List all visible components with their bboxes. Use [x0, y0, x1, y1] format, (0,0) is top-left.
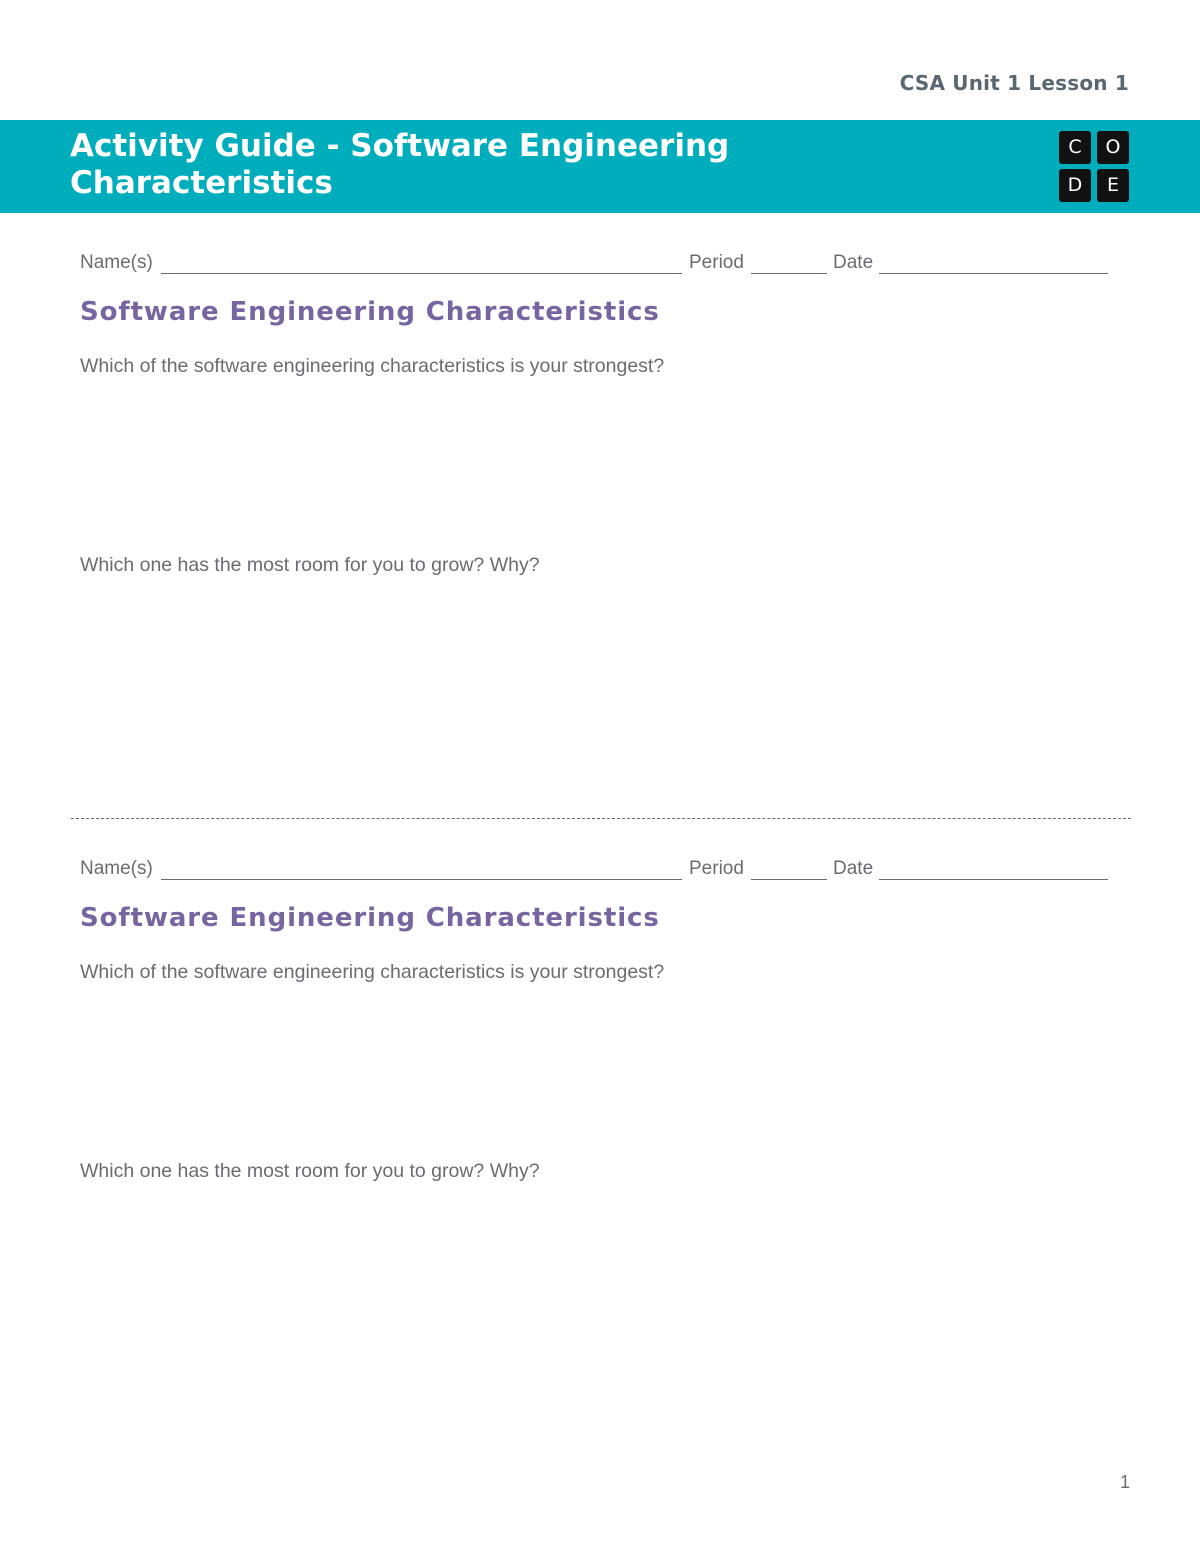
page-title [70, 128, 970, 202]
logo-letter-e: E [1097, 169, 1129, 202]
question-room-to-grow: Which one has the most room for you to grow? Why? [80, 1160, 540, 1182]
answer-area-room-to-grow[interactable] [80, 1190, 1120, 1450]
page-title-line-1: Activity Guide - Software Engineering [70, 128, 730, 164]
logo-letter-c: C [1059, 131, 1091, 164]
date-blank[interactable] [879, 879, 1108, 880]
name-blank[interactable] [161, 273, 682, 274]
date-label: Date [833, 858, 874, 879]
period-label: Period [689, 252, 744, 273]
date-blank[interactable] [879, 273, 1108, 274]
question-room-to-grow: Which one has the most room for you to grow? Why? [80, 554, 540, 576]
course-label: CSA Unit 1 Lesson 1 [899, 71, 1129, 95]
answer-area-strongest[interactable] [80, 991, 1120, 1151]
answer-area-room-to-grow[interactable] [80, 584, 1120, 794]
question-strongest: Which of the software engineering characteristics is your strongest? [80, 961, 665, 983]
student-info-row [80, 857, 1110, 883]
logo-letter-o: O [1097, 131, 1129, 164]
name-blank[interactable] [161, 879, 682, 880]
logo-letter-d: D [1059, 169, 1091, 202]
section-heading: Software Engineering Characteristics [80, 903, 660, 933]
date-label: Date [833, 252, 874, 273]
code-org-logo [1059, 131, 1130, 204]
period-blank[interactable] [751, 879, 827, 880]
name-label: Name(s) [80, 858, 153, 879]
name-label: Name(s) [80, 252, 153, 273]
page-title-line-2: Characteristics [70, 165, 333, 201]
question-strongest: Which of the software engineering characteristics is your strongest? [80, 355, 665, 377]
section-heading: Software Engineering Characteristics [80, 297, 660, 327]
answer-area-strongest[interactable] [80, 385, 1120, 545]
period-label: Period [689, 858, 744, 879]
page-number: 1 [1119, 1472, 1130, 1492]
period-blank[interactable] [751, 273, 827, 274]
cut-line-divider [71, 818, 1131, 819]
student-info-row [80, 251, 1110, 277]
